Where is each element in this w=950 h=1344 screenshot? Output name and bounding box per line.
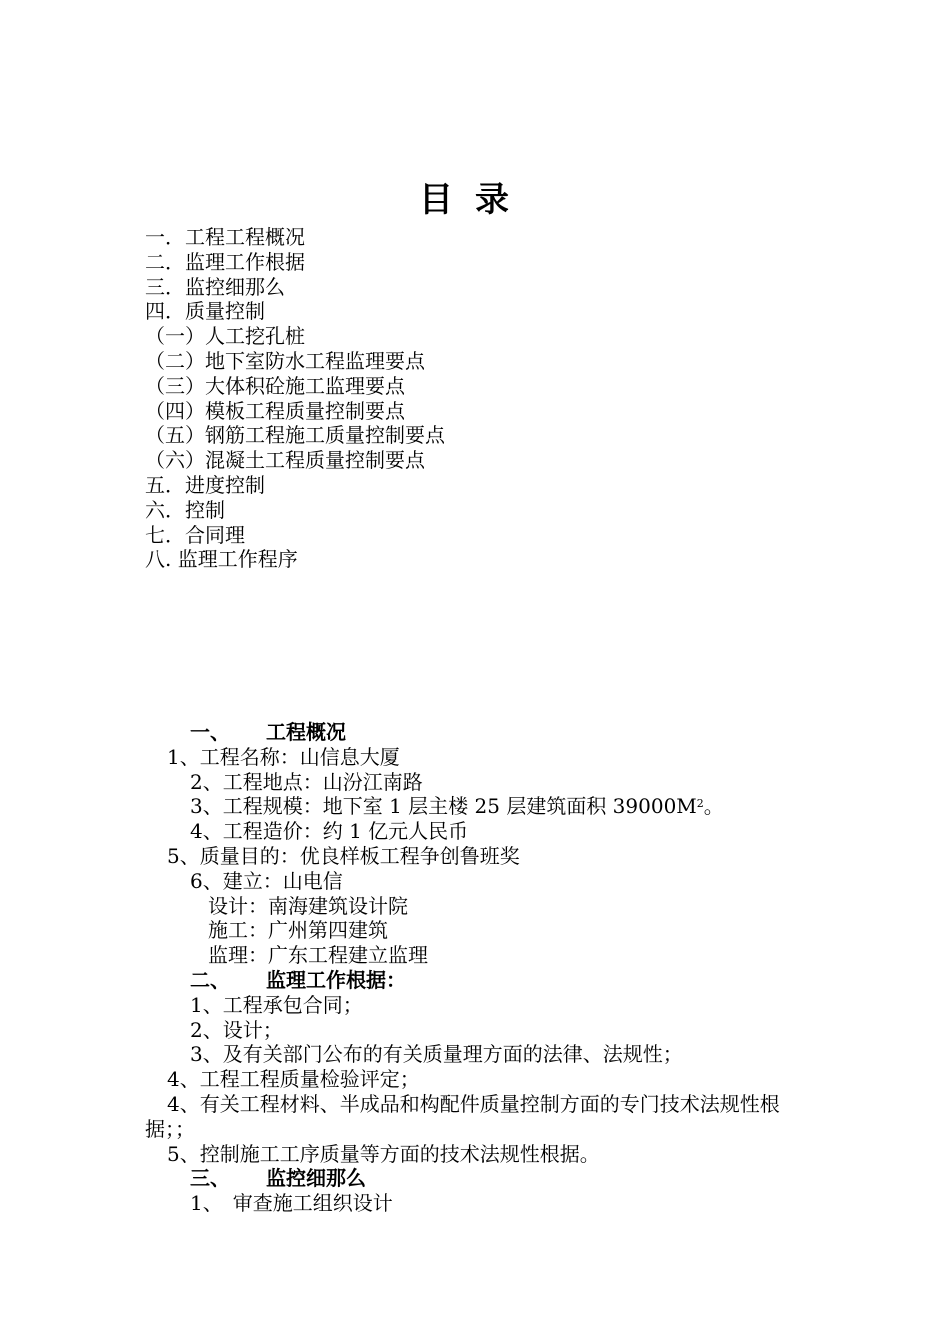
paragraph-line: 2、工程地点：山汾江南路 [190, 769, 423, 794]
toc-item[interactable]: 七．合同理 [145, 522, 245, 547]
paragraph-line: 4、工程造价：约 1 亿元人民币 [190, 819, 469, 844]
toc-item[interactable]: （五）钢筋工程施工质量控制要点 [145, 423, 445, 448]
paragraph-line: 1、工程名称：山信息大厦 [167, 744, 400, 769]
paragraph-line: 1、 审查施工组织设计 [190, 1191, 393, 1216]
toc-item[interactable]: 八. 监理工作程序 [145, 547, 298, 572]
toc-item[interactable]: （一）人工挖孔桩 [145, 324, 305, 349]
area-suffix: 。 [703, 794, 724, 819]
section-heading-rules [145, 1166, 825, 1191]
document-body [145, 720, 825, 1216]
toc-item[interactable]: （三）大体积砼施工监理要点 [145, 373, 405, 398]
paragraph-line: 设计：南海建筑设计院 [208, 893, 408, 918]
toc-item[interactable]: （二）地下室防水工程监理要点 [145, 348, 425, 373]
toc-item[interactable]: 三．监控细那么 [145, 274, 285, 299]
table-of-contents [145, 225, 445, 572]
section-number: 一、 [190, 720, 230, 744]
paragraph-line: 施工：广州第四建筑 [208, 918, 388, 943]
paragraph-line: 4、工程工程质量检验评定； [167, 1067, 420, 1092]
toc-item[interactable]: （四）模板工程质量控制要点 [145, 398, 405, 423]
section-heading-basis [145, 968, 825, 993]
section-number: 二、 [190, 967, 230, 992]
paragraph-line: 4、有关工程材料、半成品和构配件质量控制方面的专门技术法规性根据；； [145, 1091, 780, 1141]
section-title: 监理工作根据： [266, 967, 406, 992]
paragraph-line: 3、及有关部门公布的有关质量理方面的法律、法规性； [190, 1042, 683, 1067]
section-title: 工程概况 [266, 720, 346, 744]
paragraph-line: 1、工程承包合同； [190, 992, 363, 1017]
toc-title: 目录 [419, 180, 531, 220]
toc-item[interactable]: 一．工程工程概况 [145, 225, 305, 249]
area-superscript: 2 [696, 797, 704, 811]
section-title: 监控细那么 [266, 1166, 366, 1191]
section-number: 三、 [190, 1166, 230, 1191]
section-heading-overview [145, 720, 825, 745]
toc-item[interactable]: 五．进度控制 [145, 472, 265, 497]
paragraph-line: 5、质量目的：优良样板工程争创鲁班奖 [167, 843, 520, 868]
paragraph-line: 监理：广东工程建立监理 [208, 943, 428, 968]
toc-item[interactable]: （六）混凝土工程质量控制要点 [145, 448, 425, 473]
paragraph-line: 6、建立：山电信 [190, 868, 343, 893]
toc-item[interactable]: 四．质量控制 [145, 299, 265, 324]
paragraph-line: 5、控制施工工序质量等方面的技术法规性根据。 [167, 1141, 600, 1166]
toc-item[interactable]: 六．控制 [145, 497, 225, 522]
toc-item[interactable]: 二．监理工作根据 [145, 249, 305, 274]
area-text: 3、工程规模：地下室 1 层主楼 25 层建筑面积 39000M [190, 794, 697, 819]
paragraph-line [145, 794, 825, 819]
paragraph-line: 2、设计； [190, 1017, 283, 1042]
